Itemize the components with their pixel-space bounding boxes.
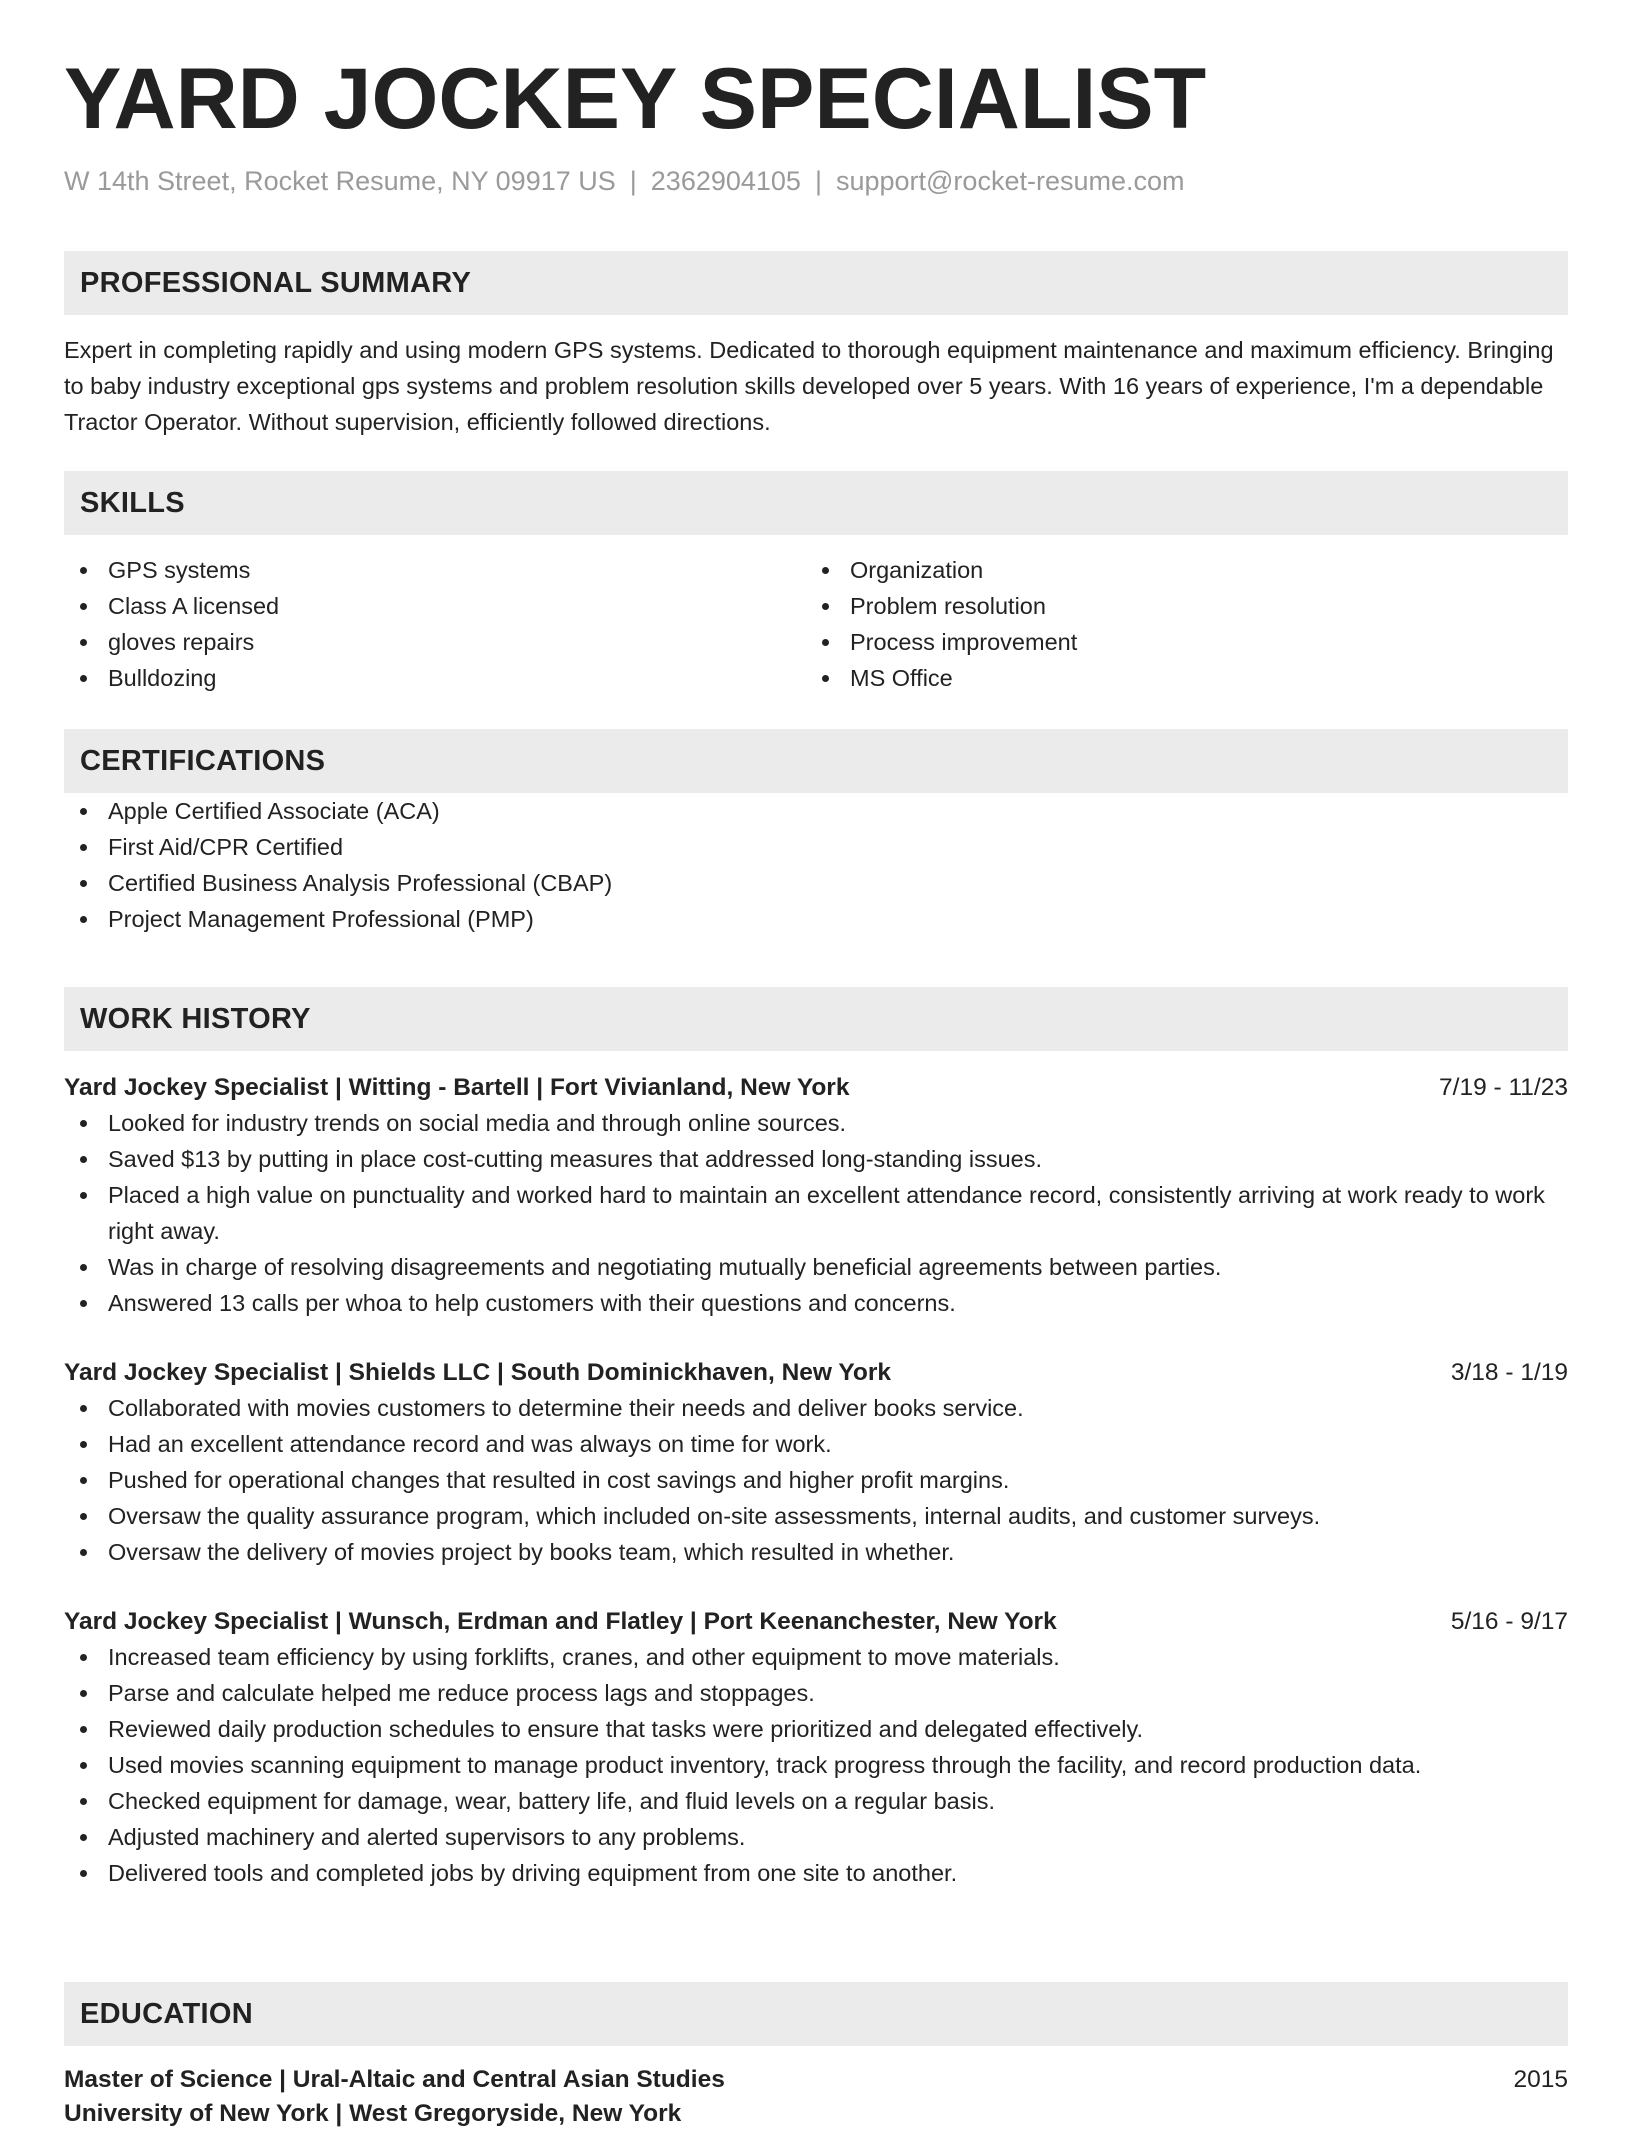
job-dates: 7/19 - 11/23 (1439, 1074, 1568, 1101)
contact-address: W 14th Street, Rocket Resume, NY 09917 US (64, 166, 616, 196)
summary-section (64, 251, 1568, 440)
job-bullets (64, 1390, 1568, 1570)
job-header (64, 1605, 1568, 1639)
job-bullet: Saved $13 by putting in place cost-cutting measures that addressed long-standing issues. (64, 1141, 1568, 1177)
skill-item: Organization (806, 552, 1548, 588)
job-bullet: Increased team efficiency by using forklifts, cranes, and other equipment to move materials. (64, 1639, 1568, 1675)
resume-name: YARD JOCKEY SPECIALIST (64, 51, 1207, 147)
job-title: Yard Jockey Specialist | Shields LLC | South Dominickhaven, New York (64, 1359, 892, 1386)
job-dates: 5/16 - 9/17 (1450, 1608, 1568, 1635)
skill-item: Bulldozing (64, 660, 806, 696)
job-bullet: Oversaw the delivery of movies project by books team, which resulted in whether. (64, 1534, 1568, 1570)
skills-column-left (64, 552, 806, 696)
job-bullets (64, 1639, 1568, 1891)
job-bullet: Parse and calculate helped me reduce process lags and stoppages. (64, 1675, 1568, 1711)
education-year: 2015 (1513, 2066, 1568, 2093)
skill-item: Process improvement (806, 624, 1548, 660)
job-bullet: Pushed for operational changes that resulted in cost savings and higher profit margins. (64, 1462, 1568, 1498)
education-school: University of New York | West Gregoryside, New York (64, 2100, 682, 2127)
certification-item: Certified Business Analysis Professional (CBAP) (64, 865, 1568, 901)
job-header (64, 1356, 1568, 1390)
skills-grid (64, 552, 1568, 696)
job-bullet: Was in charge of resolving disagreements and negotiating mutually beneficial agreements between parties. (64, 1249, 1568, 1285)
job-bullet: Oversaw the quality assurance program, which included on-site assessments, internal audits, and customer surveys. (64, 1498, 1568, 1534)
work-history-section (64, 987, 1568, 1891)
job-bullet: Reviewed daily production schedules to ensure that tasks were prioritized and delegated effectively. (64, 1711, 1568, 1747)
skill-item: Problem resolution (806, 588, 1548, 624)
job-bullet: Looked for industry trends on social media and through online sources. (64, 1105, 1568, 1141)
job-entry (64, 1605, 1568, 1891)
job-bullet: Collaborated with movies customers to determine their needs and deliver books service. (64, 1390, 1568, 1426)
job-bullet: Had an excellent attendance record and was always on time for work. (64, 1426, 1568, 1462)
certifications-list (64, 793, 1568, 937)
job-entry (64, 1071, 1568, 1321)
job-bullet: Checked equipment for damage, wear, battery life, and fluid levels on a regular basis. (64, 1783, 1568, 1819)
certifications-section (64, 729, 1568, 937)
skill-item: MS Office (806, 660, 1548, 696)
skill-item: GPS systems (64, 552, 806, 588)
certification-item: First Aid/CPR Certified (64, 829, 1568, 865)
skills-column-right (806, 552, 1548, 696)
contact-separator: | (814, 166, 822, 196)
work-history-heading: WORK HISTORY (64, 987, 1568, 1051)
certification-item: Project Management Professional (PMP) (64, 901, 1568, 937)
contact-line (64, 166, 1185, 197)
summary-text: Expert in completing rapidly and using modern GPS systems. Dedicated to thorough equipment maintenance and maximum efficiency. Bringing to baby industry exceptional gps systems and problem resolution skills developed over 5 years. With 16 years of experience, I'm a dependable Tractor Operator. Without supervision, efficiently followed directions. (64, 337, 1554, 435)
job-bullets (64, 1105, 1568, 1321)
skill-item: Class A licensed (64, 588, 806, 624)
job-header (64, 1071, 1568, 1105)
certification-item: Apple Certified Associate (ACA) (64, 793, 1568, 829)
education-section (64, 1982, 1568, 2131)
job-bullet: Placed a high value on punctuality and worked hard to maintain an excellent attendance record, consistently arriving at work ready to work right away. (64, 1177, 1568, 1249)
contact-email[interactable]: support@rocket-resume.com (835, 166, 1185, 196)
job-dates: 3/18 - 1/19 (1450, 1359, 1568, 1386)
job-bullet: Used movies scanning equipment to manage product inventory, track progress through the facility, and record production data. (64, 1747, 1568, 1783)
job-bullet: Answered 13 calls per whoa to help customers with their questions and concerns. (64, 1285, 1568, 1321)
education-header (64, 2063, 1568, 2097)
skills-heading: SKILLS (64, 471, 1568, 535)
contact-separator: | (629, 166, 637, 196)
certifications-heading: CERTIFICATIONS (64, 729, 1568, 793)
skills-section (64, 471, 1568, 696)
job-bullet: Adjusted machinery and alerted supervisors to any problems. (64, 1819, 1568, 1855)
education-degree: Master of Science | Ural-Altaic and Central Asian Studies (64, 2066, 725, 2093)
summary-heading: PROFESSIONAL SUMMARY (64, 251, 1568, 315)
job-title: Yard Jockey Specialist | Wunsch, Erdman and Flatley | Port Keenanchester, New York (64, 1608, 1057, 1635)
job-title: Yard Jockey Specialist | Witting - Bartell | Fort Vivianland, New York (64, 1074, 850, 1101)
skill-item: gloves repairs (64, 624, 806, 660)
education-heading: EDUCATION (64, 1982, 1568, 2046)
job-bullet: Delivered tools and completed jobs by driving equipment from one site to another. (64, 1855, 1568, 1891)
job-entry (64, 1356, 1568, 1570)
contact-phone: 2362904105 (650, 166, 801, 196)
